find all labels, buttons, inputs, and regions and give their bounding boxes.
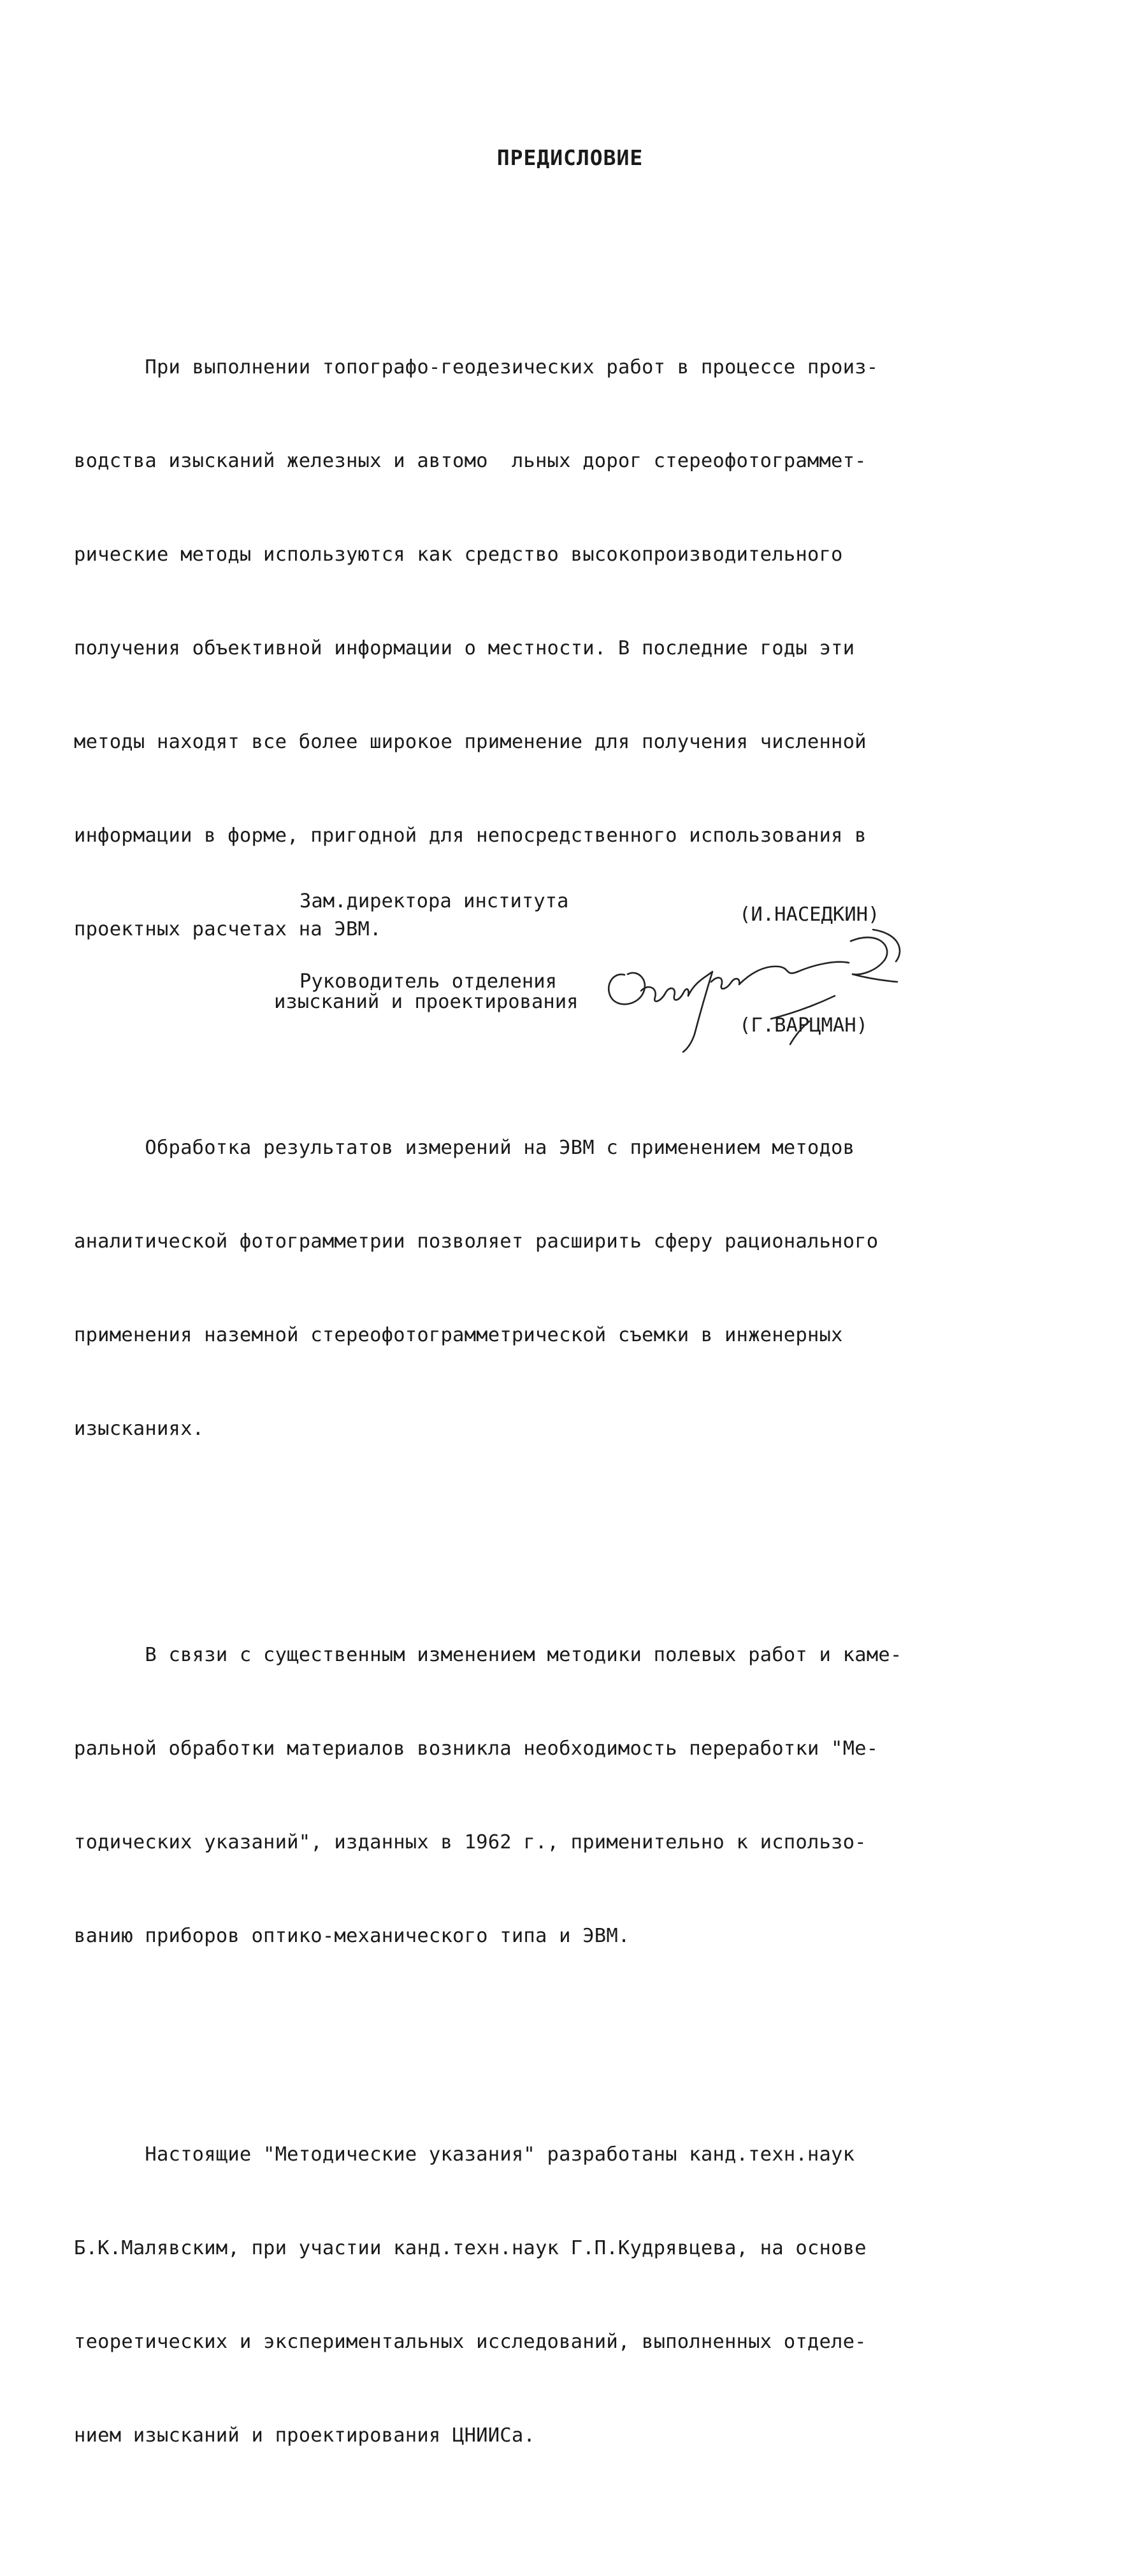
text-line: Б.К.Малявским, при участии канд.техн.наук Г.П.Кудрявцева, на основе (74, 2237, 867, 2259)
paragraph-4 (74, 2076, 960, 2514)
text-line: водства изысканий железных и автомо льных дорог стереофотограммет- (74, 450, 867, 472)
text-line: теоретических и экспериментальных исследований, выполненных отделе- (74, 2331, 867, 2353)
text-line: получения объективной информации о местности. В последние годы эти (74, 637, 855, 659)
page-title: ПРЕДИСЛОВИЕ (496, 145, 644, 170)
department-head-title-line1: Руководитель отделения (299, 970, 557, 993)
text-line: ральной обработки материалов возникла необходимость переработки "Ме- (74, 1738, 879, 1760)
paragraph-2 (74, 1070, 960, 1507)
preface-body (74, 227, 960, 2576)
department-head-name: (Г.ВАРЦМАН) (739, 1014, 868, 1037)
text-line: В связи с существенным изменением методики полевых работ и каме- (74, 1644, 902, 1666)
text-line: применения наземной стереофотограмметрической съемки в инженерных (74, 1324, 843, 1346)
text-line: проектных расчетах на ЭВМ. (74, 918, 382, 940)
text-line: нием изысканий и проектирования ЦНИИСа. (74, 2424, 535, 2447)
text-line: Настоящие "Методические указания" разработаны канд.техн.наук (74, 2143, 855, 2166)
deputy-director-title: Зам.директора института (299, 890, 569, 912)
text-line: ванию приборов оптико-механического типа и ЭВМ. (74, 1925, 630, 1947)
handwritten-signature (599, 927, 918, 1067)
text-line: изысканиях. (74, 1418, 205, 1440)
text-line: информации в форме, пригодной для непосредственного использования в (74, 824, 867, 847)
paragraph-3 (74, 1577, 960, 2014)
text-line: При выполнении топографо-геодезических работ в процессе произ- (74, 356, 879, 378)
text-line: Обработка результатов измерений на ЭВМ с применением методов (74, 1137, 855, 1159)
text-line: аналитической фотограмметрии позволяет расширить сферу рационального (74, 1230, 879, 1253)
department-head-title-line2: изысканий и проектирования (274, 991, 579, 1013)
text-line: рические методы используются как средство высокопроизводительного (74, 543, 843, 566)
text-line: тодических указаний", изданных в 1962 г., применительно к использо- (74, 1831, 867, 1853)
deputy-director-name: (И.НАСЕДКИН) (739, 903, 880, 926)
text-line: методы находят все более широкое применение для получения численной (74, 731, 867, 753)
